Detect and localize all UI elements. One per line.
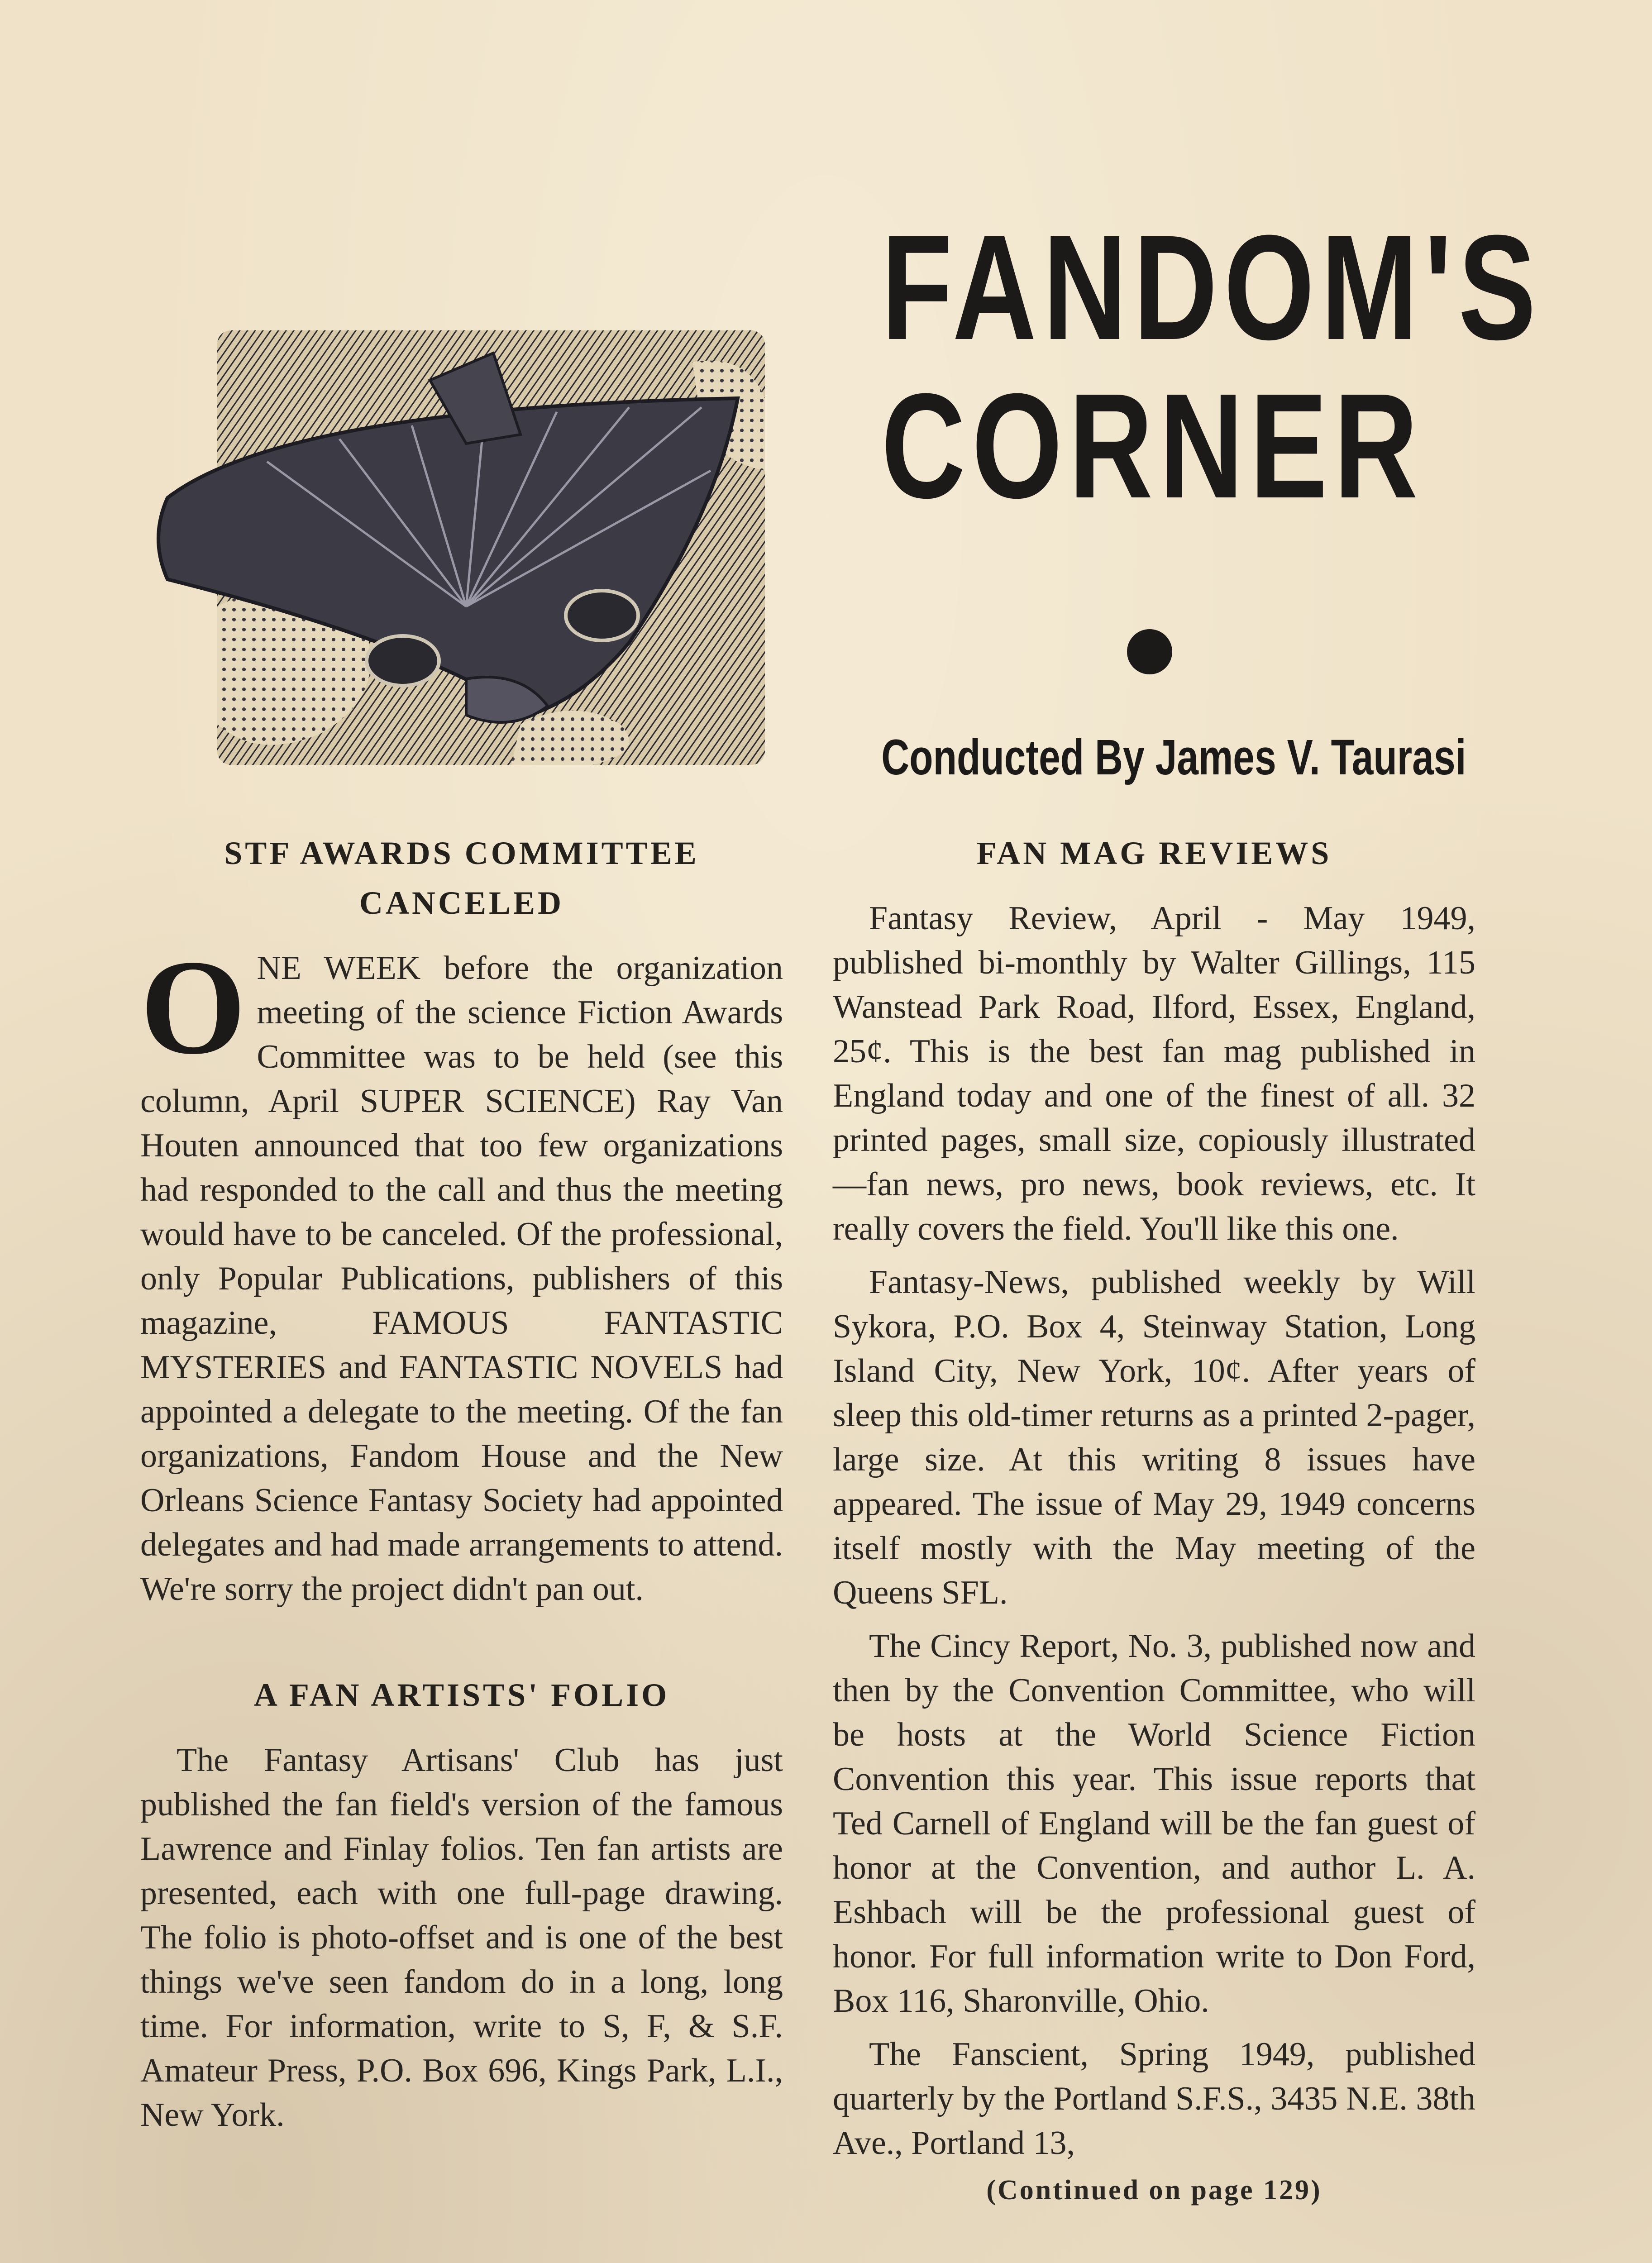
review-fantasy-review: Fantasy Review, April - May 1949, published bi-monthly by Walter Gillings, 115 Wanstead Park Road, Ilford, Essex, England, 25¢. This is the best fan mag published in England today and one of the finest of all. 32 printed pages, small size, copiously illustrated —fan news, pro news, book reviews, etc. It really covers the field. You'll like this one.: [833, 900, 1475, 1247]
heading-fan-artists-folio: A FAN ARTISTS' FOLIO: [253, 1677, 670, 1713]
review-cincy-report: The Cincy Report, No. 3, published now and then by the Convention Committee, who will be hosts at the World Science Fiction Convention this year. This issue reports that Ted Carnell of England will be the fan guest of honor at the Convention, and author L. A. Eshbach will be the professional guest of honor. For full information write to Don Ford, Box 116, Sharonville, Ohio.: [833, 1628, 1475, 2020]
review-fanscient: The Fanscient, Spring 1949, published quarterly by the Portland S.F.S., 3435 N.E. 38th Ave., Portland 13,: [833, 2036, 1475, 2162]
review-fantasy-news: Fantasy-News, published weekly by Will Sykora, P.O. Box 4, Steinway Station, Long Island City, New York, 10¢. After years of sleep this old-timer returns as a printed 2-pager, large size. At this writing 8 issues have appeared. The issue of May 29, 1949 concerns itself mostly with the May meeting of the Queens SFL.: [833, 1264, 1475, 1611]
flying-wing-spaceship-icon: [149, 326, 769, 769]
heading-fan-mag-reviews: FAN MAG REVIEWS: [976, 835, 1332, 871]
heading-stf-awards-line1: STF AWARDS COMMITTEE: [224, 835, 699, 871]
article-stf-awards: [140, 932, 783, 1611]
masthead-title-line2: CORNER: [881, 362, 1424, 529]
right-column: [833, 828, 1475, 2206]
heading-stf-awards-line2: CANCELED: [359, 885, 564, 921]
bullet-dot: [1127, 629, 1172, 674]
byline: Conducted By James V. Taurasi: [881, 730, 1466, 785]
masthead: [806, 204, 1542, 786]
article-stf-awards-text: NE WEEK before the organization meeting of the science Fiction Awards Committee was to be held (see this column, April SUPER SCIENCE) Ray Van Houten announced that too few organizations had responded to the call and thus the meeting would have to be canceled. Of the professional, only Popular Publications, publishers of this magazine, FAMOUS FANTASTIC MYSTERIES and FANTASTIC NOVELS had appointed a delegate to the meeting. Of the fan organizations, Fandom House and the New Orleans Science Fantasy Society had appointed delegates and had made arrangements to attend. We're sorry the project didn't pan out.: [140, 950, 783, 1608]
drop-cap: O: [140, 932, 246, 1082]
article-fan-artists-folio: The Fantasy Artisans' Club has just published the fan field's version of the famous Lawrence and Finlay folios. Ten fan artists are presented, each with one full-page drawing. The folio is photo-offset and is one of the best things we've seen fandom do in a long, long time. For information, write to S, F, & S.F. Amateur Press, P.O. Box 696, Kings Park, L.I., New York.: [140, 1742, 783, 2134]
heading-stf-awards: [140, 828, 783, 928]
masthead-title-line1: FANDOM'S: [881, 204, 1542, 371]
left-column: [140, 828, 783, 2146]
continued-note: (Continued on page 129): [986, 2175, 1322, 2206]
